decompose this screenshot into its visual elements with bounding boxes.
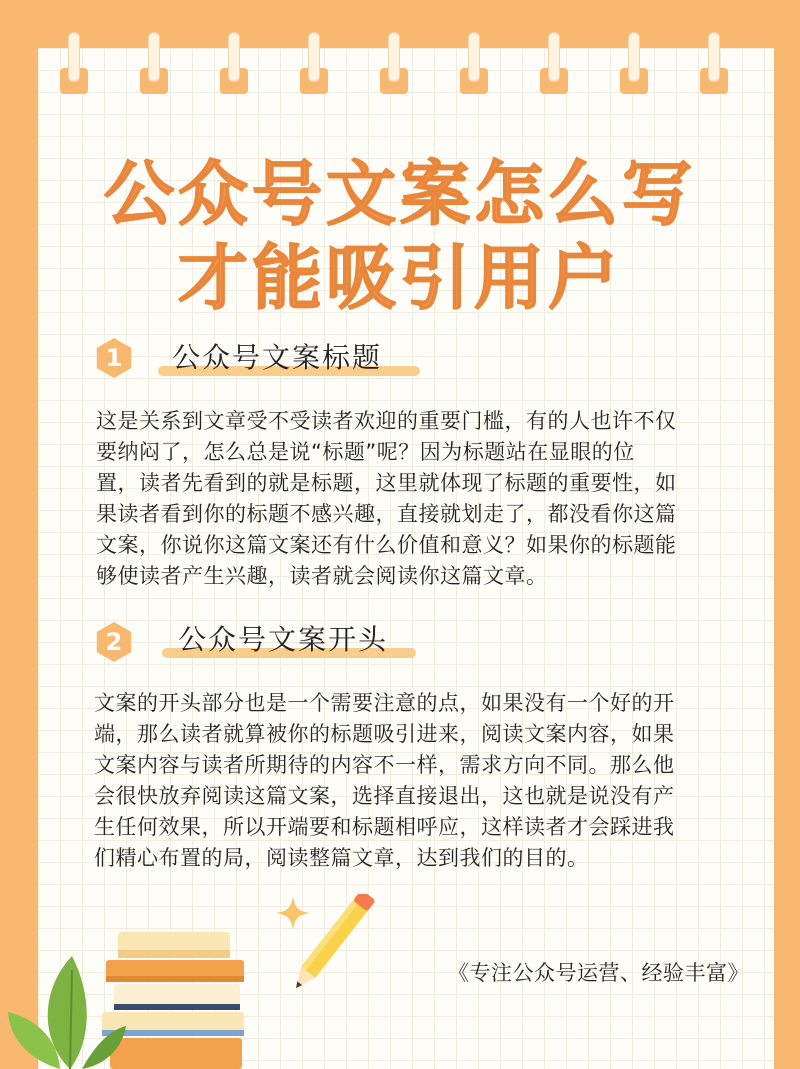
paragraph-line: 这是关系到文章受不受读者欢迎的重要门槛，有的人也许不仅	[96, 409, 677, 433]
section-paragraph	[94, 688, 675, 874]
notebook-ring-icon	[300, 32, 328, 94]
section-number-badge: 2	[94, 622, 134, 662]
pencil-icon	[288, 894, 388, 994]
paragraph-line: 生任何效果，所以开端要和标题相呼应，这样读者才会踩进我	[94, 815, 675, 839]
leaf-plant-icon	[0, 950, 130, 1069]
notebook-ring-icon	[620, 32, 648, 94]
section-number-badge: 1	[94, 338, 134, 378]
notebook-ring-icon	[60, 32, 88, 94]
paragraph-line: 要纳闷了，怎么总是说“标题”呢？因为标题站在显眼的位	[96, 440, 635, 464]
paragraph-line: 文案的开头部分也是一个需要注意的点，如果没有一个好的开	[94, 691, 675, 715]
section-heading: 公众号文案开头	[178, 623, 389, 656]
notebook-ring-icon	[220, 32, 248, 94]
section-paragraph	[96, 406, 677, 592]
paragraph-line: 文案内容与读者所期待的内容不一样，需求方向不同。那么他	[94, 753, 675, 777]
notebook-ring-icon	[380, 32, 408, 94]
notebook-ring-icon	[140, 32, 168, 94]
notebook-ring-icon	[460, 32, 488, 94]
paragraph-line: 果读者看到你的标题不感兴趣，直接就划走了，都没看你这篇	[96, 502, 677, 526]
page-title-line-1: 公众号文案怎么写	[104, 153, 696, 235]
slogan-text: 《专注公众号运营、经验丰富》	[448, 961, 749, 985]
section-heading: 公众号文案标题	[172, 341, 383, 374]
paragraph-line: 端，那么读者就算被你的标题吸引进来，阅读文案内容，如果	[94, 722, 675, 746]
paragraph-line: 够使读者产生兴趣，读者就会阅读你这篇文章。	[96, 564, 548, 588]
paragraph-line: 们精心布置的局，阅读整篇文章，达到我们的目的。	[94, 846, 589, 870]
notebook-ring-icon	[700, 32, 728, 94]
notebook-ring-icon	[540, 32, 568, 94]
paragraph-line: 文案，你说你这篇文案还有什么价值和意义？如果你的标题能	[96, 533, 677, 557]
page-title-line-2: 才能吸引用户	[178, 237, 622, 319]
paragraph-line: 置，读者先看到的就是标题，这里就体现了标题的重要性，如	[96, 471, 677, 495]
paragraph-line: 会很快放弃阅读这篇文案，选择直接退出，这也就是说没有产	[94, 784, 675, 808]
